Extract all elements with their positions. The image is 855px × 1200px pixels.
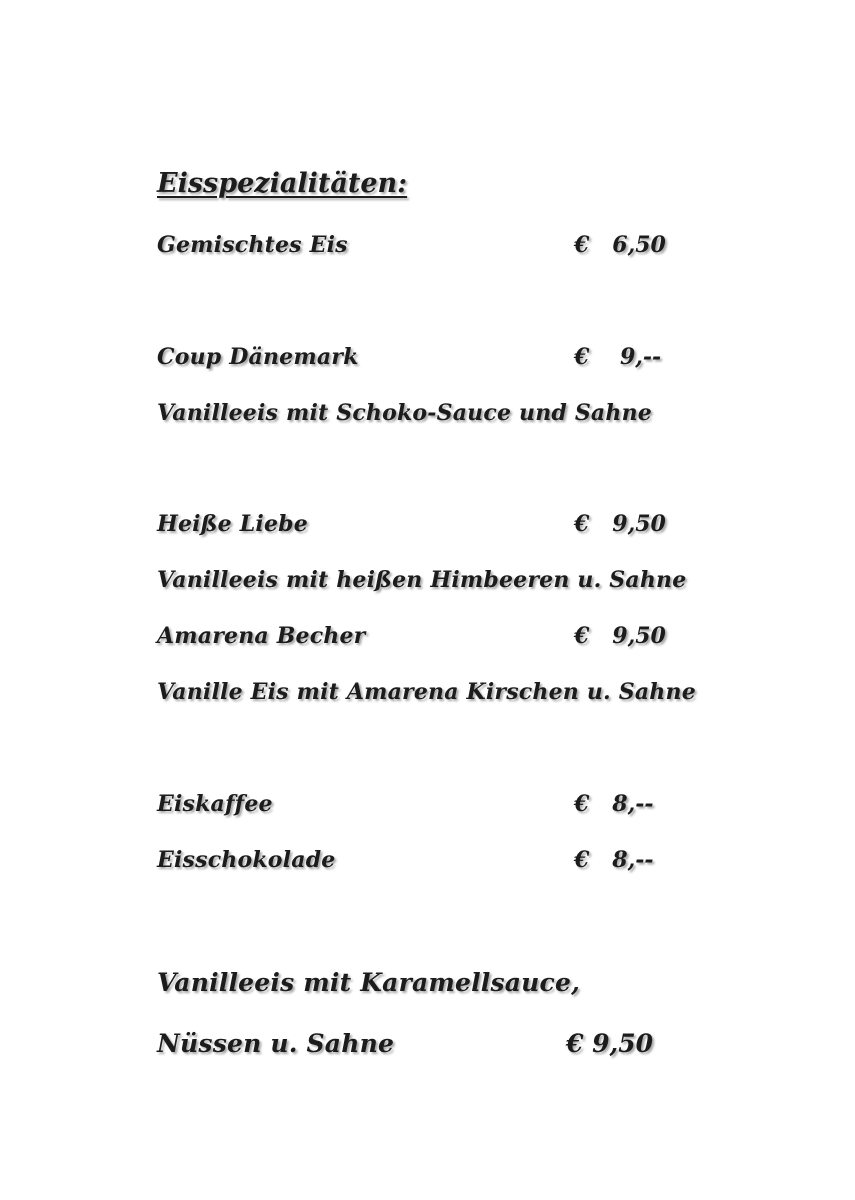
item-name-gemischtes-eis: Gemischtes Eis <box>157 232 348 258</box>
item-price-heisse-liebe: € 9,50 <box>574 511 666 537</box>
item-name-amarena-becher: Amarena Becher <box>157 623 366 649</box>
item-price-eisschokolade: € 8,-- <box>574 847 654 873</box>
item-description-amarena-becher: Vanille Eis mit Amarena Kirschen u. Sahne <box>157 679 696 705</box>
item-price-eiskaffee: € 8,-- <box>574 791 654 817</box>
special-price: € 9,50 <box>566 1029 653 1058</box>
item-name-eiskaffee: Eiskaffee <box>157 791 273 817</box>
item-description-coup-daenemark: Vanilleeis mit Schoko-Sauce und Sahne <box>157 400 652 426</box>
item-name-coup-daenemark: Coup Dänemark <box>157 344 359 370</box>
item-price-coup-daenemark: € 9,-- <box>574 344 662 370</box>
special-description-line1: Vanilleeis mit Karamellsauce, <box>157 968 580 997</box>
item-name-eisschokolade: Eisschokolade <box>157 847 336 873</box>
menu-title: Eisspezialitäten: <box>157 168 408 199</box>
item-price-amarena-becher: € 9,50 <box>574 623 666 649</box>
item-description-heisse-liebe: Vanilleeis mit heißen Himbeeren u. Sahne <box>157 567 687 593</box>
item-name-heisse-liebe: Heiße Liebe <box>157 511 308 537</box>
special-description-line2: Nüssen u. Sahne <box>157 1029 395 1058</box>
item-price-gemischtes-eis: € 6,50 <box>574 232 666 258</box>
